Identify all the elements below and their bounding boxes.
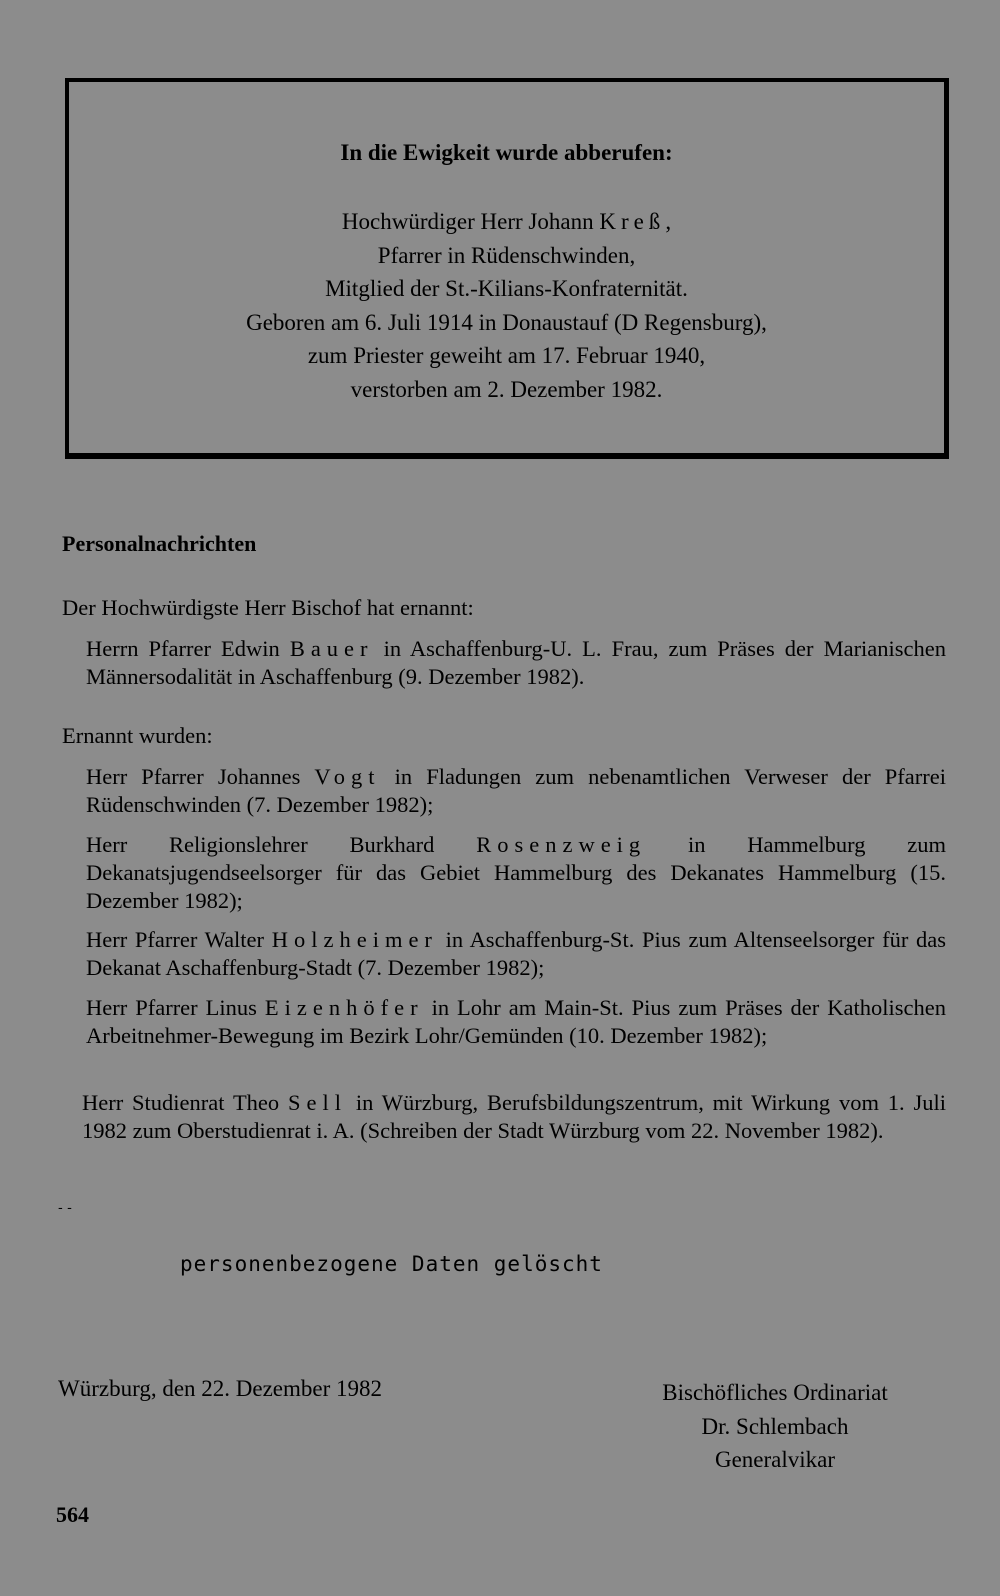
appointment-entry — [82, 1089, 946, 1145]
memorial-line-name — [69, 205, 944, 239]
entry-name: Eizenhöfer — [264, 995, 424, 1020]
entry-name: Bauer — [289, 636, 374, 661]
entry-suffix: in Aschaffenburg-U. L. Frau, zum Präses der Marianischen Männersodalität in Aschaffenburg (9. Dezember 1982). — [86, 636, 947, 689]
section-title-personal-news: Personalnachrichten — [62, 531, 257, 556]
memorial-name-suffix: , — [665, 209, 672, 234]
entry-name: Holzheimer — [271, 927, 438, 952]
signature-title: Generalvikar — [714, 1447, 836, 1472]
entry-prefix: Herr Pfarrer Walter — [86, 927, 265, 952]
memorial-line-death: verstorben am 2. Dezember 1982. — [350, 376, 663, 402]
place-and-date: Würzburg, den 22. Dezember 1982 — [58, 1376, 383, 1401]
bishop-appointment-lead: Der Hochwürdigste Herr Bischof hat ernannt: — [62, 595, 474, 620]
entry-suffix: in Lohr am Main-St. Pius zum Präses der Katholischen Arbeitnehmer-Bewegung im Bezirk Lohr/Gemünden (10. Dezember 1982); — [86, 995, 946, 1048]
entry-suffix: in Fladungen zum nebenamtlichen Verweser der Pfarrei Rüdenschwinden (7. Dezember 1982); — [86, 764, 947, 817]
appointment-entry — [86, 994, 946, 1050]
memorial-line-membership: Mitglied der St.-Kilians-Konfraternität. — [325, 276, 688, 301]
separator-dots: - - — [58, 1200, 72, 1216]
entry-prefix: Herr Pfarrer Johannes — [86, 764, 301, 789]
memorial-line-birth: Geboren am 6. Juli 1914 in Donaustauf (D Regensburg), — [246, 309, 767, 335]
entry-prefix: Herrn Pfarrer Edwin — [86, 636, 280, 661]
entry-name: Rosenzweig — [476, 832, 647, 857]
entry-prefix: Herr Studienrat Theo — [82, 1090, 280, 1115]
appointment-entry — [86, 926, 946, 982]
entry-suffix: in Würzburg, Berufsbildungszentrum, mit Wirkung vom 1. Juli 1982 zum Oberstudienrat i. A. (Schreiben der Stadt Würzburg vom 22. November 1982). — [82, 1090, 947, 1143]
page-number: 564 — [56, 1502, 89, 1527]
signature-office: Bischöfliches Ordinariat — [662, 1380, 888, 1405]
memorial-text — [69, 205, 944, 406]
entry-prefix: Herr Religionslehrer Burkhard — [86, 832, 435, 857]
memorial-name-prefix: Hochwürdiger Herr Johann — [341, 209, 594, 234]
redaction-notice: personenbezogene Daten gelöscht — [180, 1252, 603, 1276]
memorial-notice-box — [65, 78, 949, 459]
signature-block — [630, 1376, 920, 1477]
entry-suffix: in Hammelburg zum Dekanatsjugendseelsorger für das Gebiet Hammelburg des Dekanates Hammelburg (15. Dezember 1982); — [86, 832, 947, 913]
bishop-appointment-entry — [86, 635, 946, 691]
entry-prefix: Herr Pfarrer Linus — [86, 995, 257, 1020]
memorial-heading: In die Ewigkeit wurde abberufen: — [340, 140, 673, 165]
appointed-lead: Ernannt wurden: — [62, 723, 213, 748]
appointment-entry — [86, 763, 946, 819]
entry-suffix: in Aschaffenburg-St. Pius zum Altenseelsorger für das Dekanat Aschaffenburg-Stadt (7. Dezember 1982); — [86, 927, 947, 980]
entry-name: Vogt — [314, 764, 381, 789]
memorial-line-ordination: zum Priester geweiht am 17. Februar 1940, — [307, 343, 706, 368]
entry-name: Sell — [288, 1090, 348, 1115]
signature-name: Dr. Schlembach — [701, 1413, 849, 1439]
memorial-line-parish: Pfarrer in Rüdenschwinden, — [377, 242, 636, 268]
deceased-name: Kreß — [599, 209, 666, 234]
appointment-entry — [86, 831, 946, 915]
